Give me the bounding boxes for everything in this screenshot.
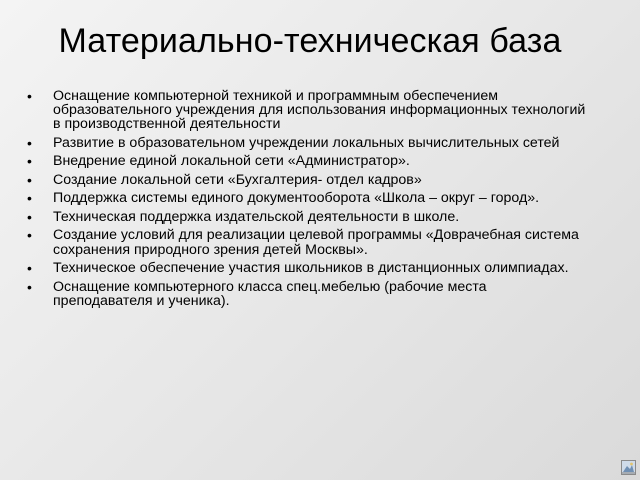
- slide-title: Материально-техническая база: [58, 22, 562, 60]
- slide-navigation-icon[interactable]: [621, 460, 636, 475]
- list-item-text: Оснащение компьютерной техникой и программным обеспечением образовательного учреждения для использования информационных технологий в производственной деятельности: [53, 88, 586, 133]
- list-item: [27, 261, 587, 275]
- list-item: [27, 136, 587, 150]
- bullet-icon: •: [27, 227, 32, 244]
- list-item-text: Создание условий для реализации целевой программы «Доврачебная система сохранения природного зрения детей Москвы».: [53, 227, 579, 258]
- bullet-icon: •: [27, 153, 32, 170]
- list-item: [27, 173, 587, 187]
- list-item: [27, 154, 587, 168]
- bullet-icon: •: [27, 134, 32, 151]
- bullet-icon: •: [27, 171, 32, 188]
- bullet-icon: •: [27, 278, 32, 295]
- slide-navigation-graphic: [622, 461, 635, 474]
- bullet-icon: •: [27, 88, 32, 104]
- bullet-icon: •: [27, 208, 32, 225]
- list-item-text: Внедрение единой локальной сети «Администратор».: [53, 153, 410, 170]
- list-item-text: Оснащение компьютерного класса спец.мебелью (рабочие места преподавателя и ученика).: [53, 278, 487, 309]
- list-item-text: Создание локальной сети «Бухгалтерия- отдел кадров»: [53, 171, 422, 188]
- list-item: [27, 228, 587, 256]
- bullet-icon: •: [27, 190, 32, 207]
- bullet-list: [27, 89, 587, 312]
- list-item: [27, 280, 587, 308]
- list-item: [27, 210, 587, 224]
- bullet-icon: •: [27, 260, 32, 277]
- list-item-text: Техническая поддержка издательской деятельности в школе.: [53, 208, 460, 225]
- list-item: [27, 191, 587, 205]
- list-item-text: Поддержка системы единого документооборота «Школа – округ – город».: [53, 190, 540, 207]
- list-item: [27, 89, 587, 132]
- list-item-text: Развитие в образовательном учреждении локальных вычислительных сетей: [53, 134, 560, 151]
- list-item-text: Техническое обеспечение участия школьников в дистанционных олимпиадах.: [53, 260, 569, 277]
